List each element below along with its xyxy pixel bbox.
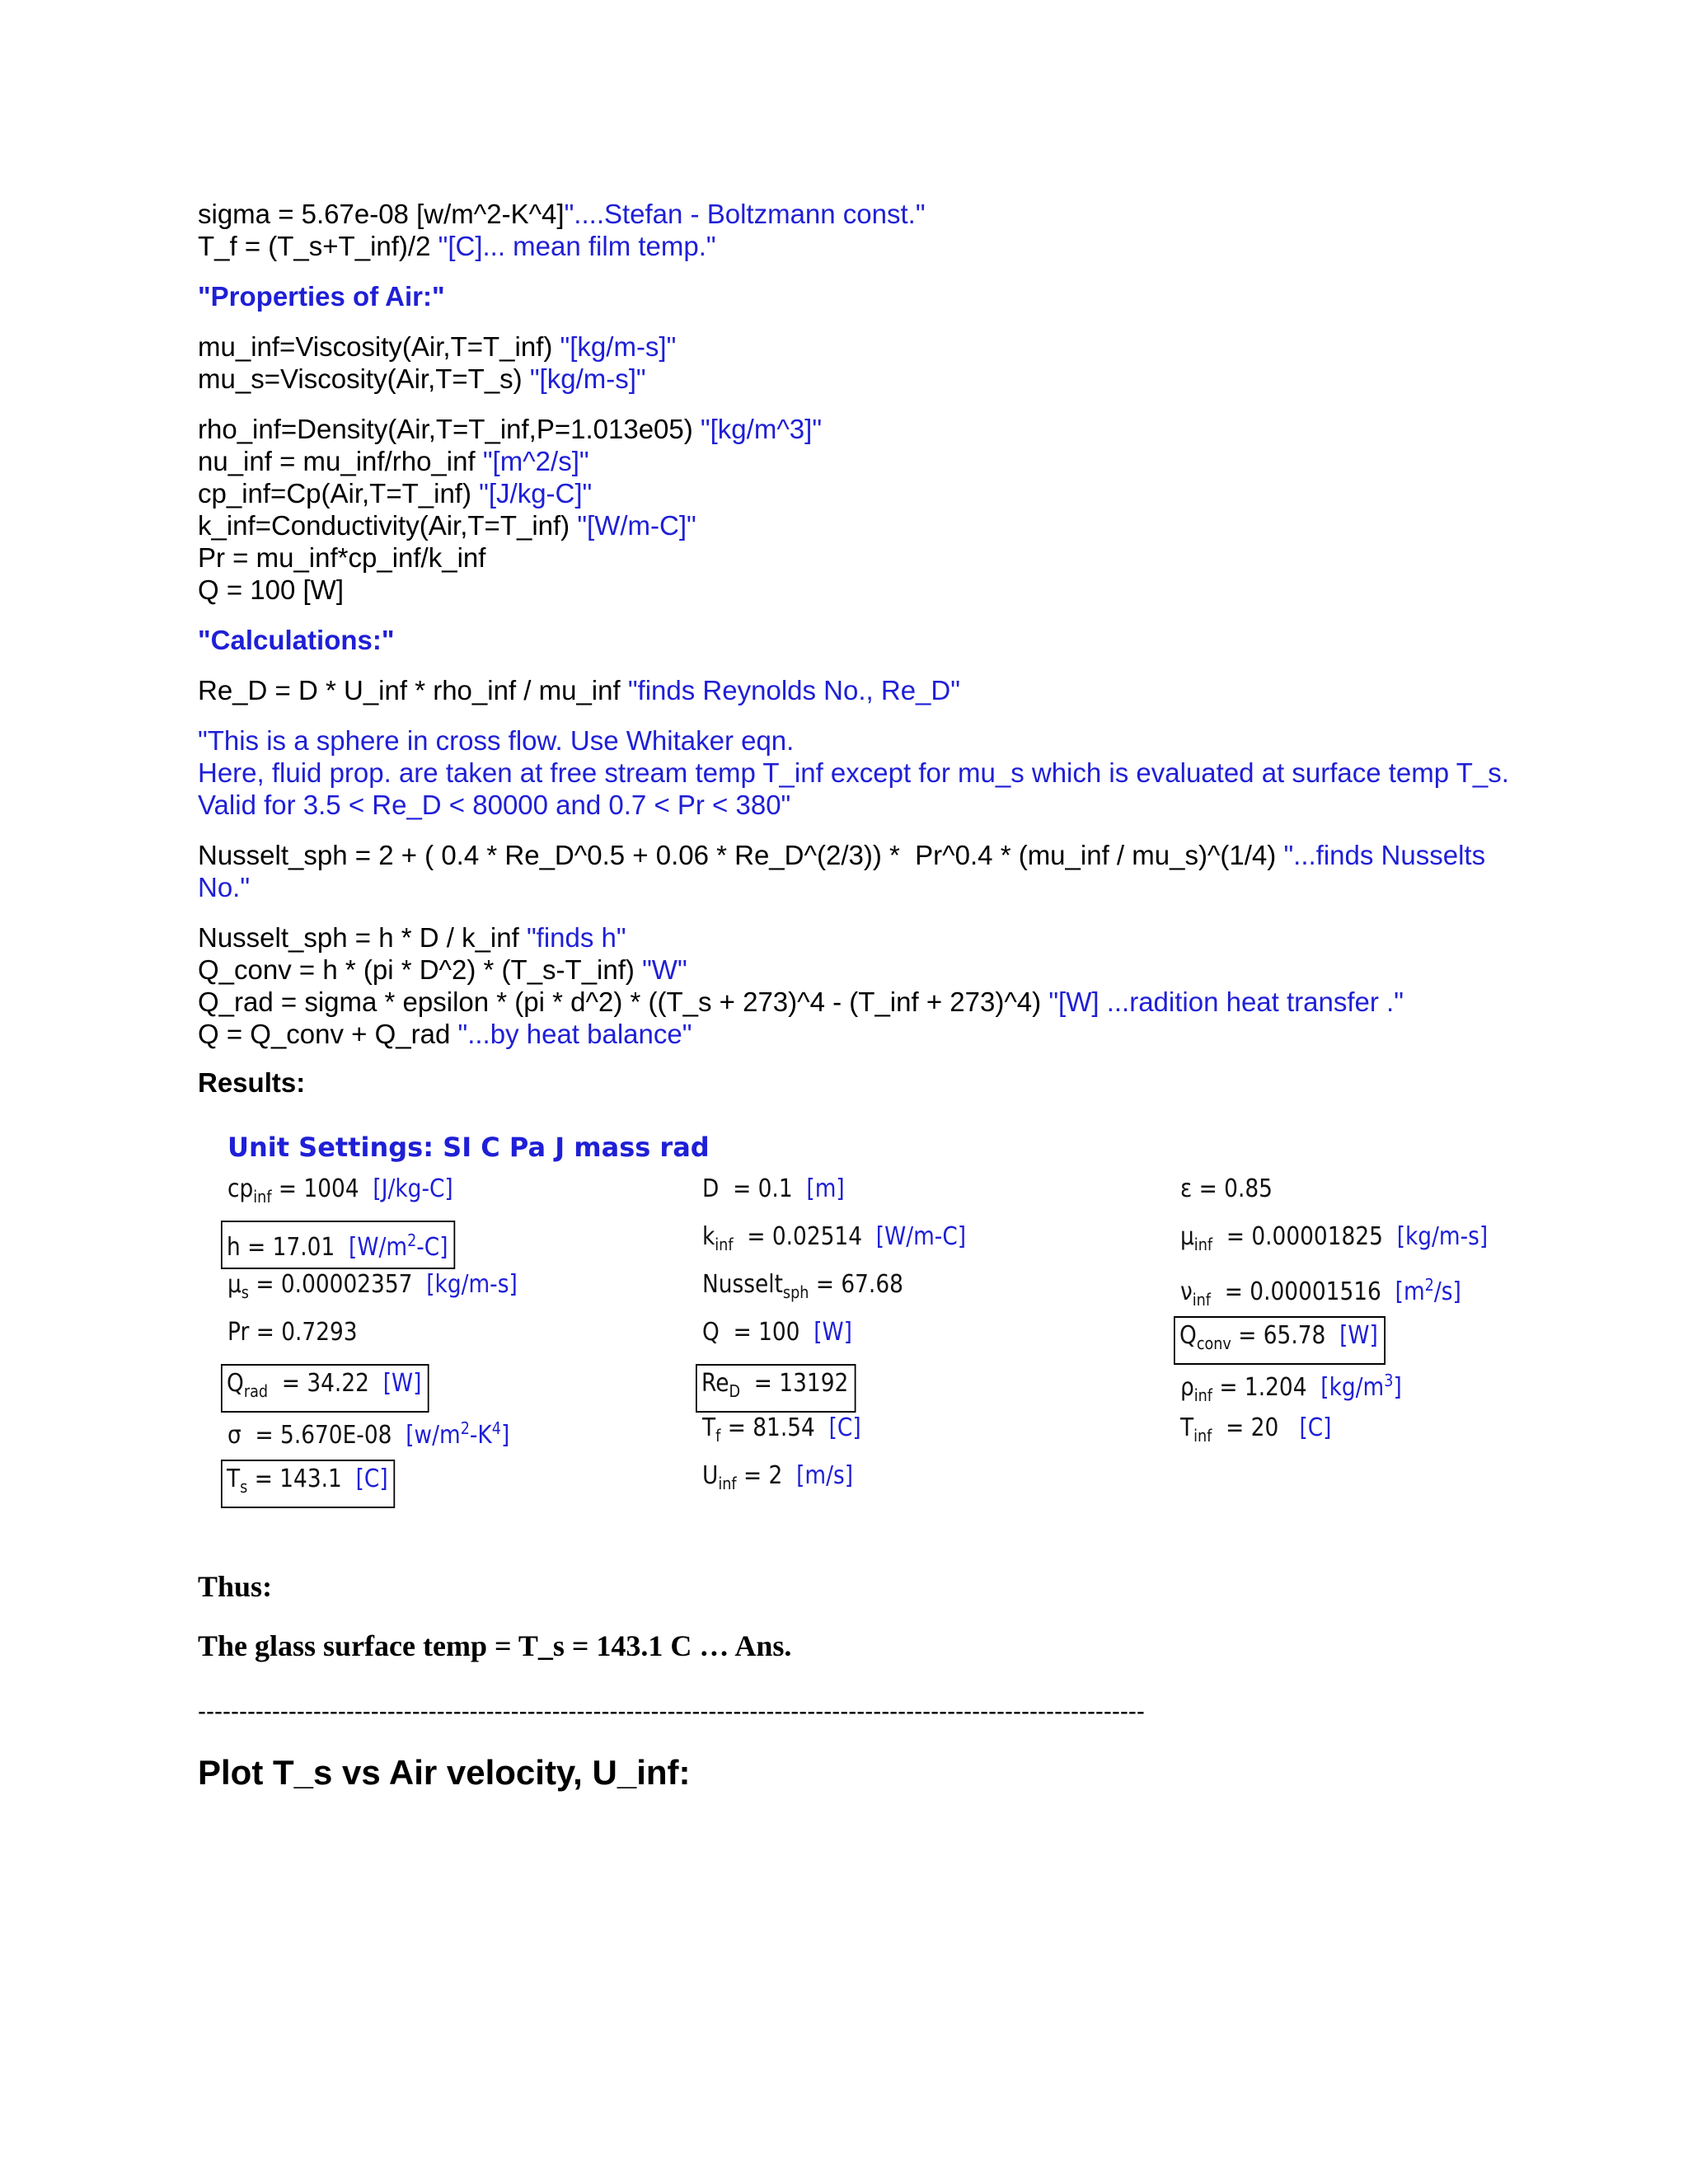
result-value: = 0.00001825 bbox=[1212, 1222, 1397, 1251]
eq-nusselt-whitaker: Nusselt_sph = 2 + ( 0.4 * Re_D^0.5 + 0.06 * Re_D^(2/3)) * Pr^0.4 * (mu_inf / mu_s)^(1/4) "...finds Nusselts No." bbox=[198, 840, 1493, 902]
result-symbol: U bbox=[702, 1461, 719, 1490]
result-col2-6 bbox=[702, 1460, 853, 1500]
document-page bbox=[198, 198, 1517, 1794]
eq-mu-s: mu_s=Viscosity(Air,T=T_s) "[kg/m-s]" bbox=[198, 363, 646, 394]
result-subscript: inf bbox=[1193, 1426, 1212, 1446]
result-col3-5 bbox=[1180, 1412, 1331, 1452]
result-symbol: k bbox=[702, 1222, 715, 1251]
eq-q: Q = 100 [W] bbox=[198, 574, 344, 605]
result-value: = 13192 bbox=[740, 1369, 849, 1398]
result-unit: -K bbox=[469, 1421, 492, 1450]
result-value: = 67.68 bbox=[809, 1270, 903, 1299]
eq-film-temp: T_f = (T_s+T_inf)/2 "[C]... mean film temp." bbox=[198, 231, 716, 261]
result-unit: /s] bbox=[1433, 1277, 1461, 1306]
result-unit: ] bbox=[500, 1421, 510, 1450]
result-unit-exponent: 2 bbox=[407, 1230, 417, 1250]
eq-mu-inf: mu_inf=Viscosity(Air,T=T_inf) "[kg/m-s]" bbox=[198, 331, 677, 362]
result-value: = 81.54 bbox=[720, 1413, 829, 1442]
result-symbol: Q bbox=[1179, 1321, 1197, 1350]
eq-nusselt-h: Nusselt_sph = h * D / k_inf "finds h" bbox=[198, 922, 626, 953]
result-symbol: σ bbox=[227, 1421, 241, 1450]
result-value: = 2 bbox=[736, 1461, 797, 1490]
result-unit: -C] bbox=[416, 1233, 448, 1262]
result-unit-exponent: 2 bbox=[460, 1418, 470, 1438]
result-subscript: inf bbox=[1193, 1385, 1213, 1405]
heading-calculations: "Calculations:" bbox=[198, 625, 395, 655]
result-symbol: Re bbox=[701, 1369, 729, 1398]
result-unit: [m] bbox=[806, 1174, 845, 1203]
eq-reynolds: Re_D = D * U_inf * rho_inf / mu_inf "finds Reynolds No., Re_D" bbox=[198, 675, 960, 705]
unit-settings: Unit Settings: SI C Pa J mass rad bbox=[227, 1132, 710, 1163]
result-unit: [C] bbox=[828, 1413, 861, 1442]
result-subscript: rad bbox=[243, 1381, 269, 1401]
result-value: = 5.670E-08 bbox=[241, 1421, 406, 1450]
ees-results-panel bbox=[208, 1123, 1493, 1535]
result-symbol: D bbox=[702, 1174, 720, 1203]
result-col1-1 bbox=[221, 1221, 455, 1269]
result-col2-3 bbox=[702, 1316, 852, 1349]
result-value: = 0.00001516 bbox=[1211, 1277, 1395, 1306]
result-subscript: s bbox=[241, 1282, 249, 1302]
result-value: = 0.02514 bbox=[733, 1222, 876, 1251]
result-unit: [W/m-C] bbox=[875, 1222, 967, 1251]
result-symbol: ρ bbox=[1180, 1373, 1194, 1402]
result-unit: [w/m bbox=[406, 1421, 461, 1450]
result-value: = 0.7293 bbox=[249, 1318, 358, 1347]
result-subscript: D bbox=[729, 1381, 741, 1401]
eq-q-rad: Q_rad = sigma * epsilon * (pi * d^2) * ((T_s + 273)^4 - (T_inf + 273)^4) "[W] ...radition heat transfer ." bbox=[198, 987, 1404, 1017]
eq-k-inf: k_inf=Conductivity(Air,T=T_inf) "[W/m-C]" bbox=[198, 510, 696, 541]
result-unit: [m bbox=[1395, 1277, 1425, 1306]
eq-sigma: sigma = 5.67e-08 [w/m^2-K^4]"....Stefan - Boltzmann const." bbox=[198, 199, 926, 229]
result-col3-3 bbox=[1174, 1316, 1386, 1365]
result-col2-1 bbox=[702, 1221, 966, 1261]
result-unit-exponent: 3 bbox=[1384, 1371, 1394, 1390]
result-unit-exponent: 2 bbox=[1424, 1275, 1434, 1295]
result-unit: [kg/m bbox=[1320, 1373, 1385, 1402]
plot-title: Plot T_s vs Air velocity, U_inf: bbox=[198, 1753, 691, 1792]
note-validity: Valid for 3.5 < Re_D < 80000 and 0.7 < Pr < 380" bbox=[198, 790, 791, 820]
result-col1-4 bbox=[221, 1364, 429, 1413]
result-symbol: ε bbox=[1180, 1174, 1193, 1203]
result-symbol: μ bbox=[227, 1270, 241, 1299]
result-subscript: sph bbox=[782, 1282, 809, 1302]
result-value: = 17.01 bbox=[240, 1233, 349, 1262]
result-col1-2 bbox=[227, 1268, 518, 1309]
result-value: = 100 bbox=[719, 1318, 814, 1347]
result-col1-0 bbox=[227, 1173, 453, 1213]
result-unit: [W] bbox=[382, 1369, 422, 1398]
eq-cp-inf: cp_inf=Cp(Air,T=T_inf) "[J/kg-C]" bbox=[198, 478, 593, 509]
result-symbol: Q bbox=[227, 1369, 244, 1398]
result-col3-2 bbox=[1180, 1268, 1461, 1316]
result-col3-0 bbox=[1180, 1173, 1273, 1206]
result-symbol: μ bbox=[1180, 1222, 1194, 1251]
result-col1-5 bbox=[227, 1412, 509, 1452]
result-subscript: f bbox=[715, 1426, 721, 1446]
result-symbol: cp bbox=[227, 1174, 254, 1203]
result-value: = 0.00002357 bbox=[248, 1270, 427, 1299]
note-sphere: "This is a sphere in cross flow. Use Whitaker eqn. bbox=[198, 725, 795, 756]
result-value: = 143.1 bbox=[247, 1465, 356, 1493]
eq-rho-inf: rho_inf=Density(Air,T=T_inf,P=1.013e05) "[kg/m^3]" bbox=[198, 414, 823, 444]
result-col2-4 bbox=[696, 1364, 856, 1413]
result-col2-5 bbox=[702, 1412, 861, 1452]
thus-label: Thus: bbox=[198, 1570, 273, 1603]
answer-statement: The glass surface temp = T_s = 143.1 C … Ans. bbox=[198, 1629, 792, 1662]
result-symbol: T bbox=[1180, 1413, 1194, 1442]
result-symbol: Q bbox=[702, 1318, 720, 1347]
result-symbol: T bbox=[227, 1465, 241, 1493]
result-symbol: ν bbox=[1180, 1277, 1193, 1306]
result-symbol: Pr bbox=[227, 1318, 250, 1347]
result-subscript: inf bbox=[1192, 1290, 1212, 1310]
result-unit: [kg/m-s] bbox=[1396, 1222, 1489, 1251]
result-unit: [C] bbox=[355, 1465, 388, 1493]
result-value: = 65.78 bbox=[1231, 1321, 1340, 1350]
result-subscript: inf bbox=[253, 1187, 272, 1207]
result-value: = 34.22 bbox=[268, 1369, 383, 1398]
result-unit: ] bbox=[1393, 1373, 1402, 1402]
result-col1-6 bbox=[221, 1460, 395, 1508]
result-symbol: Nusselt bbox=[702, 1270, 783, 1299]
note-fluid-prop: Here, fluid prop. are taken at free stream temp T_inf except for mu_s which is evaluated at surface temp T_s. bbox=[198, 757, 1509, 788]
eq-nu-inf: nu_inf = mu_inf/rho_inf "[m^2/s]" bbox=[198, 446, 589, 476]
results-heading: Results: bbox=[198, 1067, 306, 1098]
result-unit: [m/s] bbox=[796, 1461, 854, 1490]
result-unit: [kg/m-s] bbox=[426, 1270, 518, 1299]
result-unit: [W] bbox=[1339, 1321, 1378, 1350]
result-col2-2 bbox=[702, 1268, 903, 1309]
result-subscript: inf bbox=[718, 1474, 737, 1493]
result-unit: [C] bbox=[1299, 1413, 1332, 1442]
result-value: = 20 bbox=[1212, 1413, 1300, 1442]
result-value: = 0.1 bbox=[719, 1174, 807, 1203]
eq-heat-balance: Q = Q_conv + Q_rad "...by heat balance" bbox=[198, 1019, 692, 1049]
result-value: = 1.204 bbox=[1212, 1373, 1321, 1402]
separator-dashes: ------------------------------------------------------------------------------------------------------------------- bbox=[198, 1698, 1145, 1725]
result-col3-1 bbox=[1180, 1221, 1488, 1261]
result-subscript: conv bbox=[1196, 1333, 1231, 1353]
result-symbol: T bbox=[702, 1413, 716, 1442]
result-value: = 0.85 bbox=[1192, 1174, 1273, 1203]
heading-properties: "Properties of Air:" bbox=[198, 281, 445, 312]
result-unit: [W] bbox=[814, 1318, 852, 1347]
result-subscript: inf bbox=[715, 1235, 734, 1254]
result-unit: [W/m bbox=[349, 1233, 408, 1262]
result-value: = 1004 bbox=[271, 1174, 373, 1203]
eq-prandtl: Pr = mu_inf*cp_inf/k_inf bbox=[198, 542, 486, 573]
result-col1-3 bbox=[227, 1316, 358, 1349]
result-col2-0 bbox=[702, 1173, 845, 1206]
result-unit: [J/kg-C] bbox=[373, 1174, 453, 1203]
result-subscript: inf bbox=[1193, 1235, 1213, 1254]
eq-q-conv: Q_conv = h * (pi * D^2) * (T_s-T_inf) "W" bbox=[198, 954, 687, 985]
result-col3-4 bbox=[1180, 1364, 1402, 1412]
result-subscript: s bbox=[240, 1477, 248, 1497]
result-unit-exponent: 4 bbox=[491, 1418, 501, 1438]
result-symbol: h bbox=[227, 1233, 241, 1262]
